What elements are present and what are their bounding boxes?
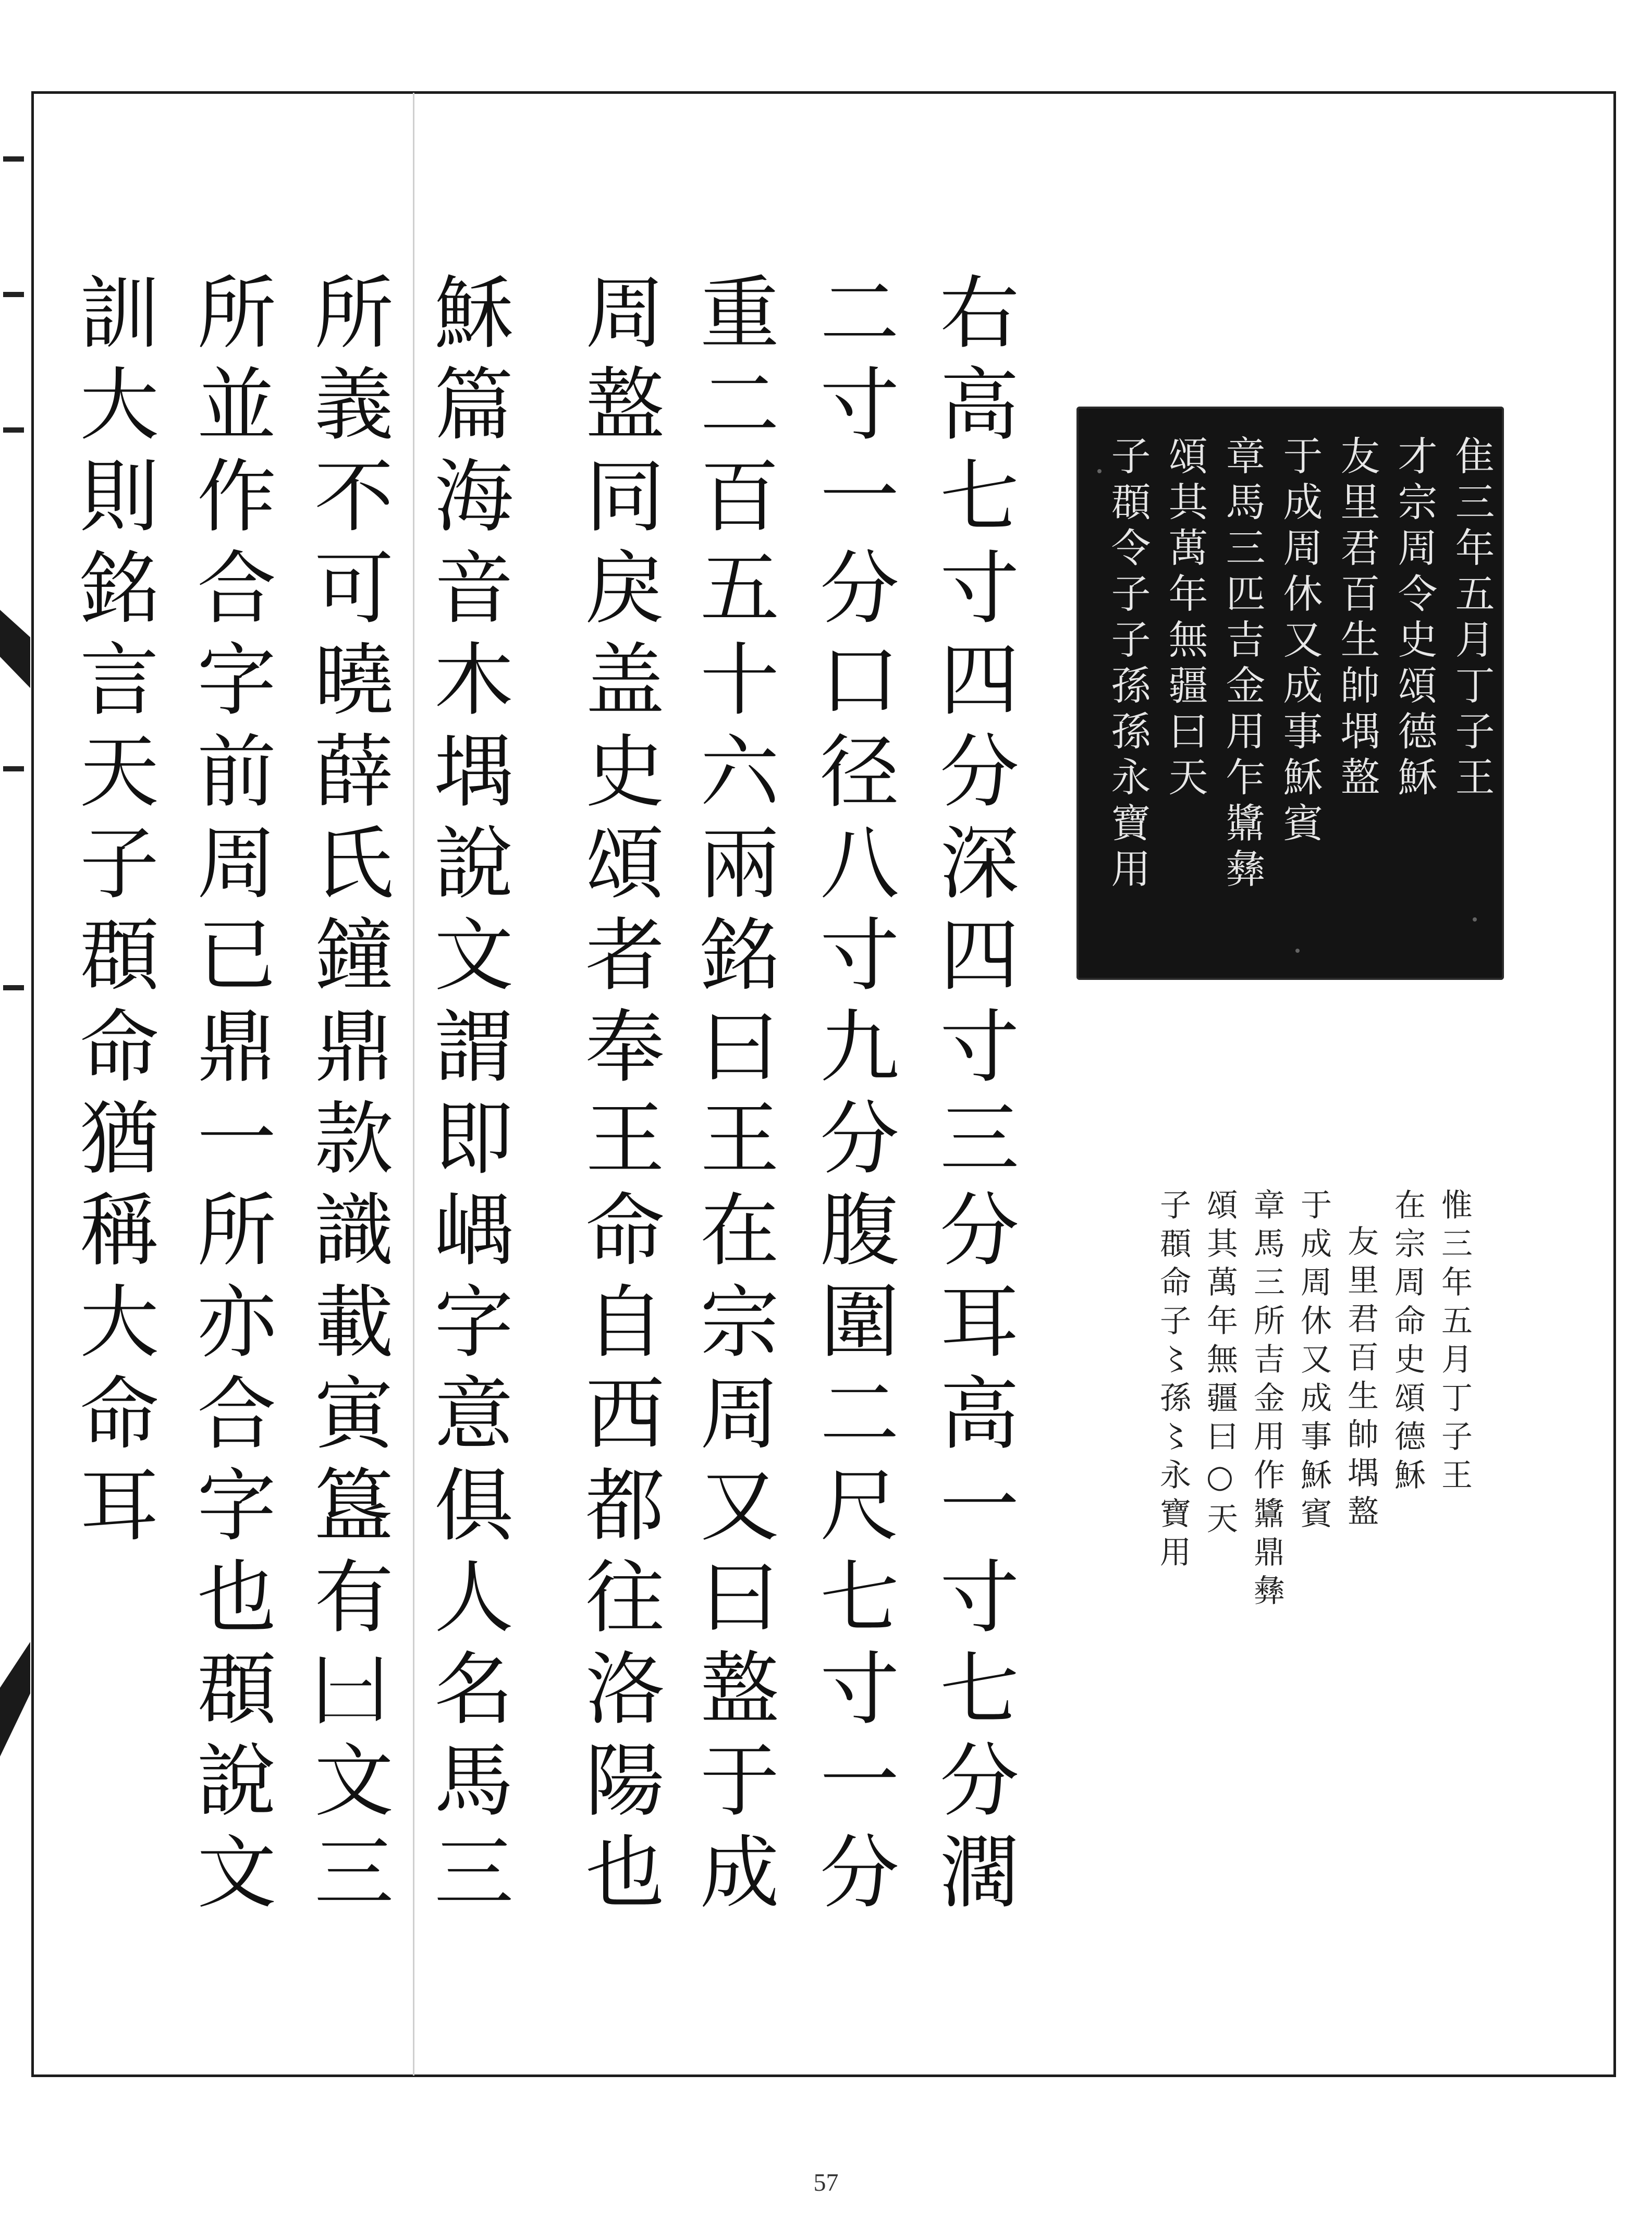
transcription-column: 子頵命子〻孫〻永寶用: [1155, 1188, 1191, 1574]
rubbing-texture: [1097, 469, 1102, 473]
main-text-column: 二寸一分口径八寸九分腹圍二尺七寸一分: [807, 271, 899, 1922]
column-divider: [413, 93, 414, 2076]
main-text-column: 訓大則銘言天子頵命猶稱大命耳: [67, 271, 159, 1555]
inscription-rubbing: [1076, 407, 1504, 980]
edge-mark: [3, 156, 24, 162]
rubbing-column: 才宗周令史頌德穌: [1391, 435, 1438, 802]
rubbing-texture: [1473, 917, 1477, 922]
transcription-column: 惟三年五月丁子王: [1436, 1188, 1473, 1497]
page-number: 57: [813, 2169, 839, 2196]
main-text-column: 周盩同戾盖史頌者奉王命自西都往洛陽也: [572, 271, 665, 1922]
edge-mark: [3, 292, 24, 297]
transcription-column: 頌其萬年無疆曰○天: [1202, 1188, 1238, 1541]
transcription-column: 章馬三所吉金用作䵼鼎彝: [1249, 1188, 1285, 1613]
adjacent-page-edge: [0, 0, 30, 2222]
main-text-column: 右高七寸四分深四寸三分耳高一寸七分濶: [927, 271, 1019, 1922]
main-text-column: 穌篇海音木堣說文謂即嵎字意俱人名馬三: [421, 271, 513, 1922]
rubbing-texture: [1295, 949, 1300, 953]
rubbing-column: 章馬三匹吉金用乍䵼彝: [1219, 435, 1266, 894]
rubbing-column: 隹三年五月丁子王: [1449, 435, 1495, 802]
edge-mark: [3, 427, 24, 433]
rubbing-column: 友里君百生帥堣盩: [1334, 435, 1380, 802]
main-text-column: 所義不可曉薛氏鐘鼎款識載寅簋有𠙵文三: [301, 271, 394, 1922]
transcription-column: 在宗周命史頌德穌: [1389, 1188, 1426, 1497]
rubbing-column: 頌其萬年無疆曰天: [1162, 435, 1208, 802]
rubbing-column: 于成周休又成事穌賓: [1277, 435, 1323, 848]
edge-mark: [3, 766, 24, 771]
main-text-column: 所並作合字前周已鼎一所亦合字也頵說文: [184, 271, 276, 1922]
edge-ornament: [0, 610, 30, 688]
transcription-column: 友里君百生帥堣盩: [1342, 1225, 1379, 1533]
edge-mark: [3, 985, 24, 990]
edge-ornament: [0, 1642, 30, 1757]
main-text-column: 重二百五十六兩銘曰王在宗周又曰盩于成: [687, 271, 779, 1922]
rubbing-column: 子頵令子子孫孫永寶用: [1105, 435, 1151, 894]
transcription-column: 于成周休又成事穌賓: [1295, 1188, 1332, 1536]
